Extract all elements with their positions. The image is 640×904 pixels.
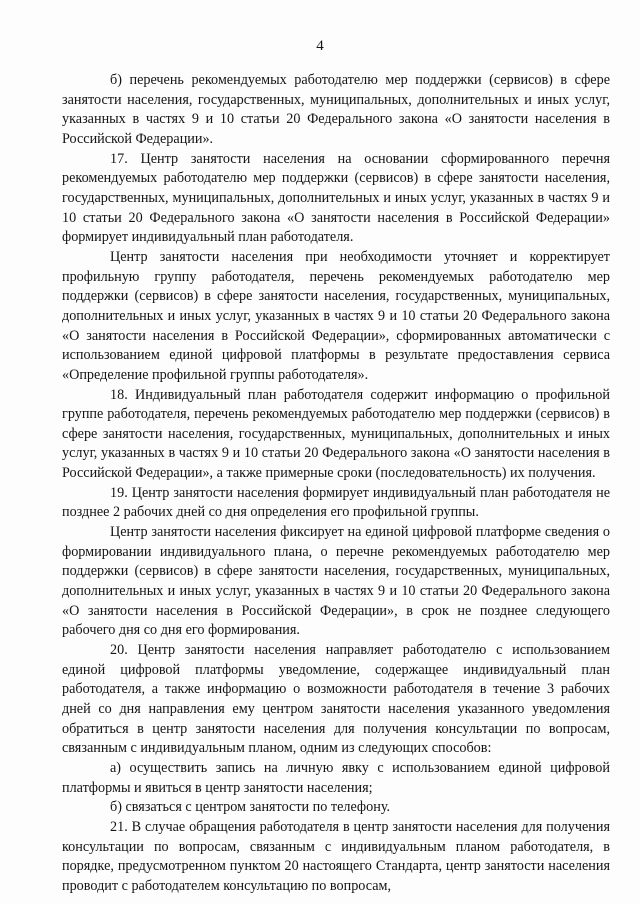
paragraph-clause-20-option-a: а) осуществить запись на личную явку с использованием единой цифровой платформы и явиться в центр занятости населения; xyxy=(62,759,610,796)
paragraph-clause-20: 20. Центр занятости населения направляет работодателю с использованием единой цифровой платформы уведомление, содержащее индивидуальный план работодателя, а также информацию о возможности работодателя в течение 3 рабочих дней со дня направления ему центром занятости населения указанного уведомления обратиться в центр занятости населения для получения консультации по вопросам, связанным с индивидуальным планом, одним из следующих способов: xyxy=(62,642,610,757)
paragraph-clause-19-continued: Центр занятости населения фиксирует на единой цифровой платформе сведения о формировании индивидуального плана, о перечне рекомендуемых работодателю мер поддержки (сервисов) в сфере занятости населения, государственных, муниципальных, дополнительных и иных услуг, указанных в частях 9 и 10 статьи 20 Федерального закона «О занятости населения в Российской Федерации», в срок не позднее следующего рабочего дня со дня его формирования. xyxy=(62,524,610,639)
document-body xyxy=(62,71,610,897)
paragraph-list-item-b: б) перечень рекомендуемых работодателю мер поддержки (сервисов) в сфере занятости населения, государственных, муниципальных, дополнительных и иных услуг, указанных в частях 9 и 10 статьи 20 Федерального закона «О занятости населения в Российской Федерации». xyxy=(62,72,610,147)
paragraph-clause-21: 21. В случае обращения работодателя в центр занятости населения для получения консультации по вопросам, связанным с индивидуальным планом работодателя, в порядке, предусмотренном пунктом 20 настоящего Стандарта, центр занятости населения проводит с работодателем консультацию по вопросам, xyxy=(62,818,610,894)
paragraph-clause-17: 17. Центр занятости населения на основании сформированного перечня рекомендуемых работодателю мер поддержки (сервисов) в сфере занятости населения, государственных, муниципальных, дополнительных и иных услуг, указанных в частях 9 и 10 статьи 20 Федерального закона «О занятости населения в Российской Федерации» формирует индивидуальный план работодателя. xyxy=(62,150,610,246)
paragraph-clause-19: 19. Центр занятости населения формирует индивидуальный план работодателя не позднее 2 рабочих дней со дня определения его профильной группы. xyxy=(62,484,610,521)
paragraph-clause-20-option-b: б) связаться с центром занятости по телефону. xyxy=(110,799,391,816)
paragraph-clause-18: 18. Индивидуальный план работодателя содержит информацию о профильной группе работодателя, перечень рекомендуемых работодателю мер поддержки (сервисов) в сфере занятости населения, государственных, муниципальных, дополнительных и иных услуг, указанных в частях 9 и 10 статьи 20 Федерального закона «О занятости населения в Российской Федерации», а также примерные сроки (последовательность) их получения. xyxy=(62,386,610,482)
paragraph-clause-17-continued: Центр занятости населения при необходимости уточняет и корректирует профильную группу работодателя, перечень рекомендуемых работодателю мер поддержки (сервисов) в сфере занятости населения, государственных, муниципальных, дополнительных и иных услуг, указанных в частях 9 и 10 статьи 20 Федерального закона «О занятости населения в Российской Федерации», сформированных автоматически с использованием единой цифровой платформы в результате предоставления сервиса «Определение профильной группы работодателя». xyxy=(62,248,610,383)
page-number: 4 xyxy=(316,38,324,54)
